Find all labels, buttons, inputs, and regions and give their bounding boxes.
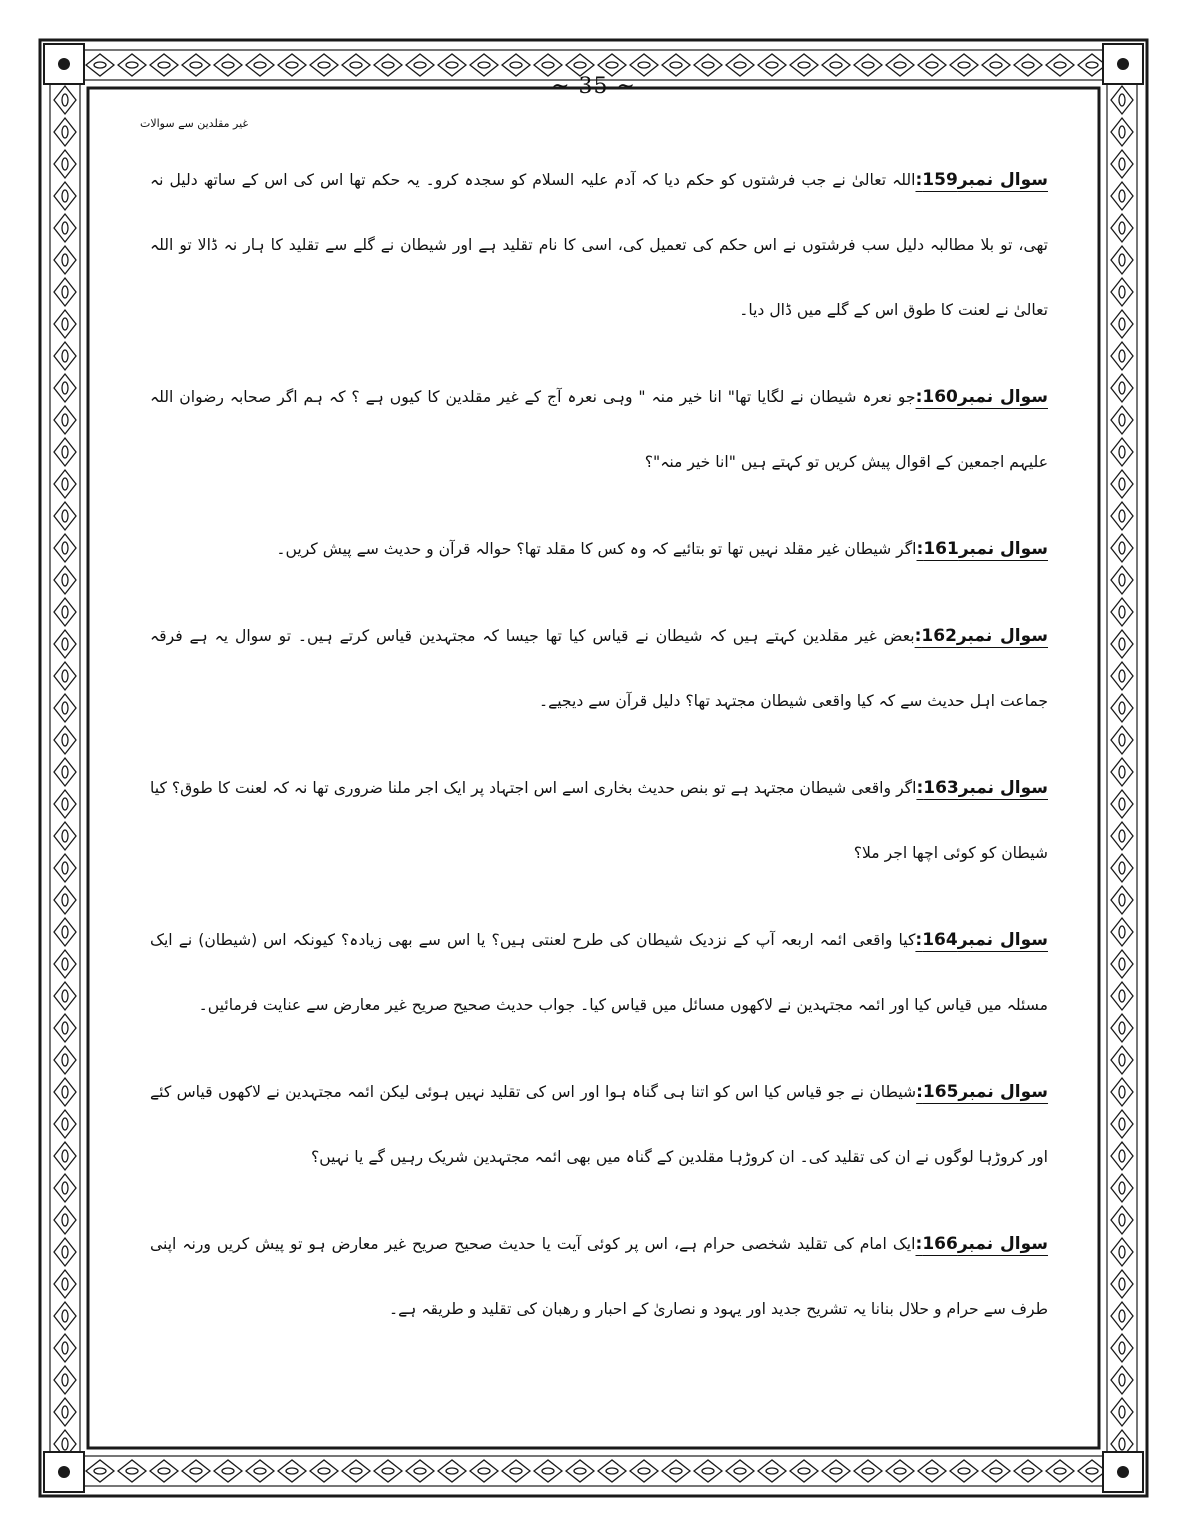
question-number: 166 xyxy=(922,1234,958,1254)
question-164: سوال نمبر164:کیا واقعی ائمہ اربعہ آپ کے نزدیک شیطان کی طرح لعنتی ہیں؟ یا اس سے بھی زیادہ؟ کیونکہ اس (شیطان) نے ایک مسئلہ میں قیاس کیا اور ائمہ مجتہدین نے لاکھوں مسائل میں قیاس کیا۔ جواب حدیث صحیح صریح غیر معارض سے عنایت فرمائیں۔ xyxy=(150,930,1048,1014)
question-number: 159 xyxy=(922,170,958,190)
question-label: سوال نمبر xyxy=(957,387,1048,407)
question-label: سوال نمبر xyxy=(957,930,1048,950)
question-166: سوال نمبر166:ایک امام کی تقلید شخصی حرام ہے، اس پر کوئی آیت یا حدیث صحیح صریح غیر معارض ہو تو پیش کریں ورنہ اپنی طرف سے حرام و حلال بنانا یہ تشریح جدید اور یہود و نصاریٰ کے احبار و رھبان کی تقلید و طریقہ ہے۔ xyxy=(150,1234,1049,1318)
question-number: 164 xyxy=(922,930,958,950)
question-text: بعض غیر مقلدین کہتے ہیں کہ شیطان نے قیاس کیا تھا جیسا کہ مجتہدین قیاس کرتے ہیں۔ تو سوال یہ ہے فرقہ جماعت اہل حدیث سے کہ کیا واقعی شیطان مجتہد تھا؟ دلیل قرآن سے دیجیے۔ xyxy=(150,627,1048,710)
question-label: سوال نمبر xyxy=(958,778,1048,798)
question-162: سوال نمبر162:بعض غیر مقلدین کہتے ہیں کہ شیطان نے قیاس کیا تھا جیسا کہ مجتہدین قیاس کرتے ہیں۔ تو سوال یہ ہے فرقہ جماعت اہل حدیث سے کہ کیا واقعی شیطان مجتہد تھا؟ دلیل قرآن سے دیجیے۔ xyxy=(150,626,1048,710)
question-label: سوال نمبر xyxy=(957,1234,1049,1254)
question-165: سوال نمبر165:شیطان نے جو قیاس کیا اس کو اتنا ہی گناہ ہوا اور اس کی تقلید نہیں ہوئی لیکن ائمہ مجتہدین نے لاکھوں قیاس کئے اور کروڑہا لوگوں نے ان کی تقلید کی۔ ان کروڑہا مقلدین کے گناہ میں بھی ائمہ مجتہدین شریک رہیں گے یا نہیں؟ xyxy=(150,1082,1049,1166)
question-text: اللہ تعالیٰ نے جب فرشتوں کو حکم دیا کہ آدم علیہ السلام کو سجدہ کرو۔ یہ حکم تھا اس کی اس کے ساتھ دلیل نہ تھی، تو بلا مطالبہ دلیل سب فرشتوں نے اس حکم کی تعمیل کی، اسی کا نام تقلید ہے اور شیطان نے گلے سے تقلید کا ہار نہ ڈالا تو اللہ تعالیٰ نے لعنت کا طوق اس کے گلے میں ڈال دیا۔ xyxy=(150,171,1048,319)
question-161: سوال نمبر161:اگر شیطان غیر مقلد نہیں تھا تو بتائیے کہ وہ کس کا مقلد تھا؟ حوالہ قرآن و حدیث سے پیش کریں۔ xyxy=(276,539,1048,559)
question-text: کیا واقعی ائمہ اربعہ آپ کے نزدیک شیطان کی طرح لعنتی ہیں؟ یا اس سے بھی زیادہ؟ کیونکہ اس (شیطان) نے ایک مسئلہ میں قیاس کیا اور ائمہ مجتہدین نے لاکھوں مسائل میں قیاس کیا۔ جواب حدیث صحیح صریح غیر معارض سے عنایت فرمائیں۔ xyxy=(150,931,1048,1014)
questions-list xyxy=(150,148,1048,1342)
question-159: سوال نمبر159:اللہ تعالیٰ نے جب فرشتوں کو حکم دیا کہ آدم علیہ السلام کو سجدہ کرو۔ یہ حکم تھا اس کی اس کے ساتھ دلیل نہ تھی، تو بلا مطالبہ دلیل سب فرشتوں نے اس حکم کی تعمیل کی، اسی کا نام تقلید ہے اور شیطان نے گلے سے تقلید کا ہار نہ ڈالا تو اللہ تعالیٰ نے لعنت کا طوق اس کے گلے میں ڈال دیا۔ xyxy=(150,170,1048,319)
question-160: سوال نمبر160:جو نعرہ شیطان نے لگایا تھا" انا خیر منہ " وہی نعرہ آج کے غیر مقلدین کا کیوں ہے ؟ کہ ہم اگر صحابہ رضوان اللہ علیہم اجمعین کے اقوال پیش کریں تو کہتے ہیں "انا خیر منہ"؟ xyxy=(150,387,1048,471)
question-text: ایک امام کی تقلید شخصی حرام ہے، اس پر کوئی آیت یا حدیث صحیح صریح غیر معارض ہو تو پیش کریں ورنہ اپنی طرف سے حرام و حلال بنانا یہ تشریح جدید اور یہود و نصاریٰ کے احبار و رھبان کی تقلید و طریقہ ہے۔ xyxy=(150,1235,1048,1318)
page-number: ~ 35 ~ xyxy=(551,74,636,99)
question-label: سوال نمبر xyxy=(957,170,1048,190)
question-text: اگر واقعی شیطان مجتہد ہے تو بنص حدیث بخاری اسے اس اجتہاد پر ایک اجر ملنا ضروری تھا نہ کہ لعنت کا طوق؟ کیا شیطان کو کوئی اچھا اجر ملا؟ xyxy=(150,779,1048,862)
question-number: 161 xyxy=(923,539,959,559)
question-text: جو نعرہ شیطان نے لگایا تھا" انا خیر منہ " وہی نعرہ آج کے غیر مقلدین کا کیوں ہے ؟ کہ ہم اگر صحابہ رضوان اللہ علیہم اجمعین کے اقوال پیش کریں تو کہتے ہیں "انا خیر منہ"؟ xyxy=(150,388,1048,471)
question-text: اگر شیطان غیر مقلد نہیں تھا تو بتائیے کہ وہ کس کا مقلد تھا؟ حوالہ قرآن و حدیث سے پیش کریں۔ xyxy=(276,540,917,558)
running-header: غیر مقلدین سے سوالات xyxy=(140,117,249,130)
question-text: شیطان نے جو قیاس کیا اس کو اتنا ہی گناہ ہوا اور اس کی تقلید نہیں ہوئی لیکن ائمہ مجتہدین نے لاکھوں قیاس کئے اور کروڑہا لوگوں نے ان کی تقلید کی۔ ان کروڑہا مقلدین کے گناہ میں بھی ائمہ مجتہدین شریک رہیں گے یا نہیں؟ xyxy=(150,1083,1048,1166)
question-number: 160 xyxy=(922,387,958,407)
question-163: سوال نمبر163:اگر واقعی شیطان مجتہد ہے تو بنص حدیث بخاری اسے اس اجتہاد پر ایک اجر ملنا ضروری تھا نہ کہ لعنت کا طوق؟ کیا شیطان کو کوئی اچھا اجر ملا؟ xyxy=(150,778,1048,862)
question-label: سوال نمبر xyxy=(958,539,1048,559)
question-label: سوال نمبر xyxy=(958,1082,1049,1102)
question-number: 165 xyxy=(922,1082,959,1102)
question-label: سوال نمبر xyxy=(956,626,1048,646)
question-number: 162 xyxy=(921,626,957,646)
question-number: 163 xyxy=(923,778,959,798)
